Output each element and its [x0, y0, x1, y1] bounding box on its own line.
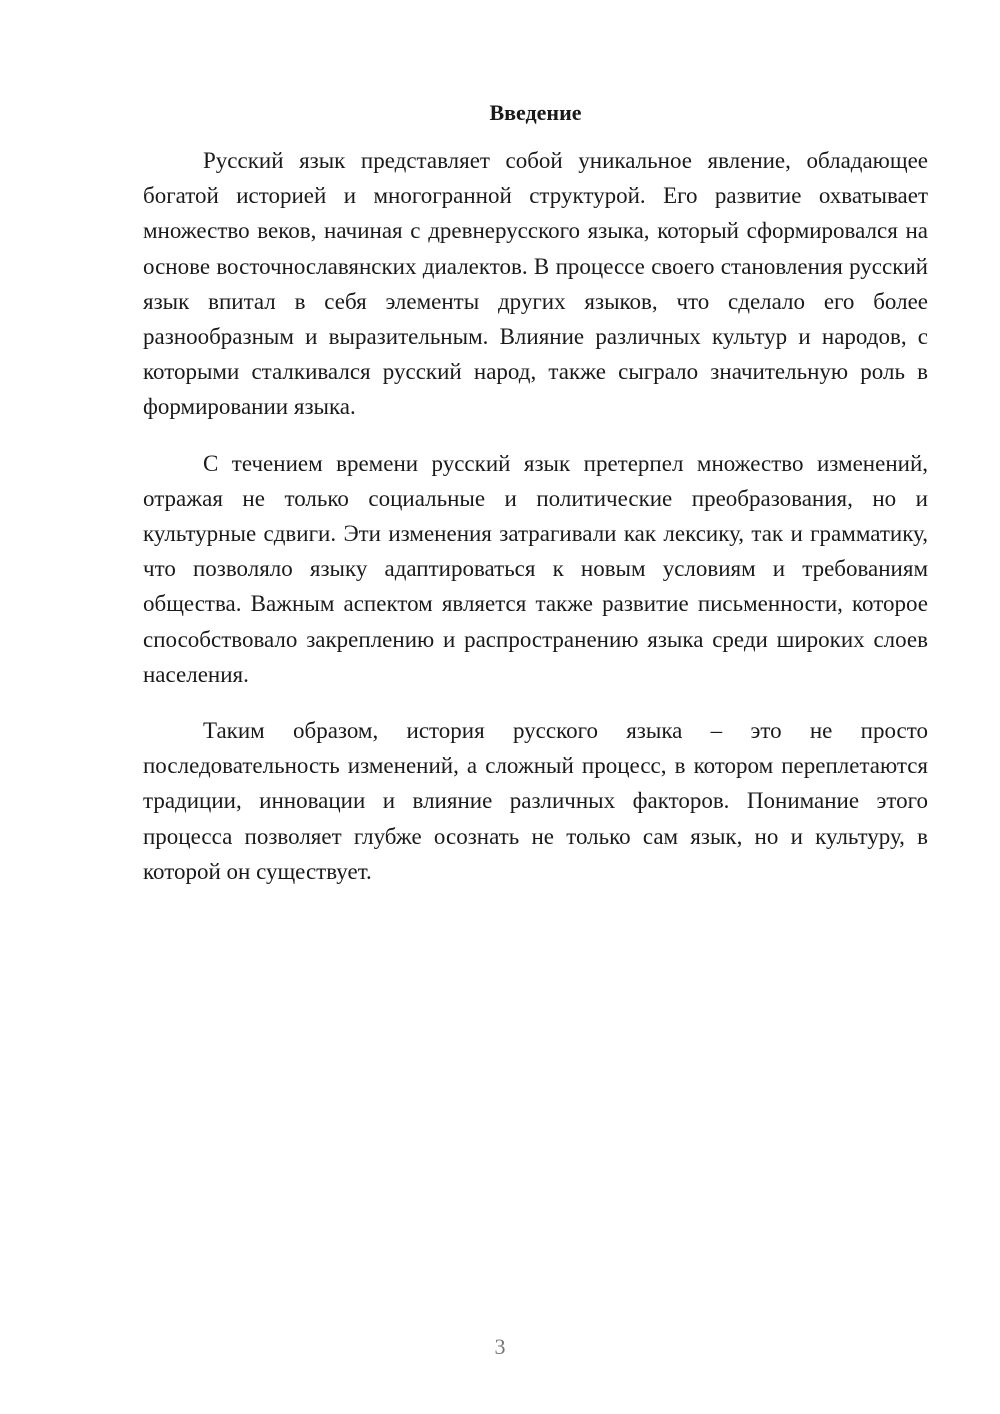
page-title: Введение: [489, 100, 582, 125]
paragraph-3: Таким образом, история русского языка – это не просто последовательность изменений, а сложный процесс, в котором переплетаются традиции, инновации и влияние различных факторов. Понимание этого процесса позволяет глубже осознать не только сам язык, но и культуру, в которой он существует.: [143, 718, 928, 884]
body-text: [143, 143, 928, 910]
paragraph-1: Русский язык представляет собой уникальное явление, обладающее богатой историей и многогранной структурой. Его развитие охватывает множество веков, начиная с древнерусского языка, который сформировался на основе восточнославянских диалектов. В процессе своего становления русский язык впитал в себя элементы других языков, что сделало его более разнообразным и выразительным. Влияние различных культур и народов, с которыми сталкивался русский народ, также сыграло значительную роль в формировании языка.: [143, 148, 928, 420]
page-number: 3: [494, 1334, 506, 1359]
paragraph-2: С течением времени русский язык претерпел множество изменений, отражая не только социальные и политические преобразования, но и культурные сдвиги. Эти изменения затрагивали как лексику, так и грамматику, что позволяло языку адаптироваться к новым условиям и требованиям общества. Важным аспектом является также развитие письменности, которое способствовало закреплению и распространению языка среди широких слоев населения.: [143, 450, 928, 687]
